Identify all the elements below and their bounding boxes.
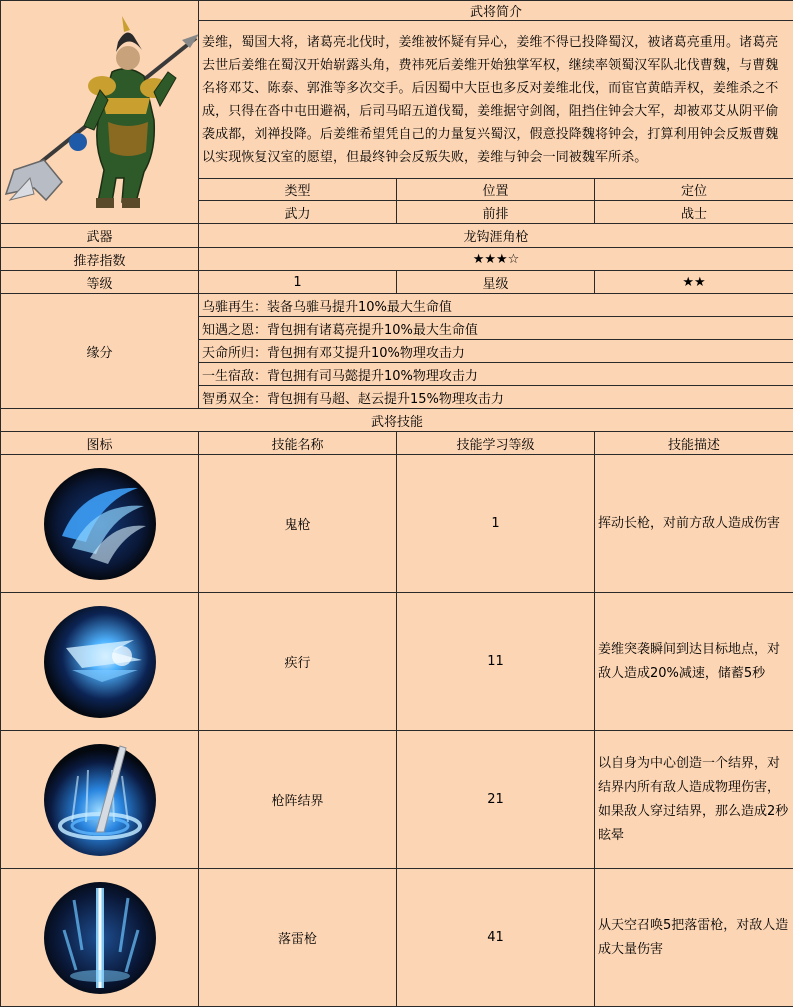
attr-value-type: 武力 [199, 201, 397, 224]
skill-name: 鬼枪 [199, 455, 397, 593]
hero-portrait-cell [1, 1, 199, 224]
attr-value-position: 前排 [397, 201, 595, 224]
skill-desc: 挥动长枪，对前方敌人造成伤害 [595, 455, 793, 593]
skills-title: 武将技能 [1, 409, 793, 432]
spear-ring-icon [42, 742, 158, 858]
skill-desc: 从天空召唤5把落雷枪，对敌人造成大量伤害 [595, 869, 793, 1007]
fate-item: 智勇双全：背包拥有马超、赵云提升15%物理攻击力 [199, 386, 793, 409]
level-label: 等级 [1, 271, 199, 294]
skill-row [1, 455, 793, 593]
weapon-label: 武器 [1, 224, 199, 248]
attr-header-role: 定位 [595, 179, 793, 201]
thunder-spear-icon [42, 880, 158, 996]
intro-title: 武将简介 [199, 1, 793, 21]
fate-item: 一生宿敌：背包拥有司马懿提升10%物理攻击力 [199, 363, 793, 386]
recommend-stars: ★★★☆ [199, 248, 793, 271]
skill-header-name: 技能名称 [199, 432, 397, 455]
dash-burst-icon [42, 604, 158, 720]
skill-header-level: 技能学习等级 [397, 432, 595, 455]
skill-icon-cell [1, 593, 199, 731]
fate-item: 乌骓再生：装备乌骓马提升10%最大生命值 [199, 294, 793, 317]
skill-header-desc: 技能描述 [595, 432, 793, 455]
skill-icon-cell [1, 455, 199, 593]
weapon-value: 龙钩涯角枪 [199, 224, 793, 248]
skill-header-icon: 图标 [1, 432, 199, 455]
attr-header-position: 位置 [397, 179, 595, 201]
hero-portrait-image [4, 2, 199, 222]
skill-name: 疾行 [199, 593, 397, 731]
skill-icon-cell [1, 731, 199, 869]
fate-label: 缘分 [1, 294, 199, 409]
attr-header-type: 类型 [199, 179, 397, 201]
fate-item: 知遇之恩：背包拥有诸葛亮提升10%最大生命值 [199, 317, 793, 340]
skill-level: 21 [397, 731, 595, 869]
star-value: ★★ [595, 271, 793, 294]
intro-text: 姜维，蜀国大将，诸葛亮北伐时，姜维被怀疑有异心，姜维不得已投降蜀汉，被诸葛亮重用。诸葛亮去世后姜维在蜀汉开始崭露头角，费祎死后姜维开始独掌军权，继续率领蜀汉军队北伐曹魏，与曹魏名将邓艾、陈泰、郭淮等多次交手。后因蜀中大臣也多反对姜维北伐，而宦官黄皓弄权，姜维杀之不成，只得在沓中屯田避祸，后司马昭五道伐蜀，姜维据守剑阁，阻挡住钟会大军，却被邓艾从阴平偷袭成都，刘禅投降。后姜维希望凭自己的力量复兴蜀汉，假意投降魏将钟会，打算利用钟会反叛曹魏以实现恢复汉室的愿望，但最终钟会反叛失败，姜维与钟会一同被魏军所杀。 [199, 21, 793, 179]
skill-desc: 以自身为中心创造一个结界，对结界内所有敌人造成物理伤害，如果敌人穿过结界，那么造成2秒眩晕 [595, 731, 793, 869]
skill-row [1, 731, 793, 869]
skill-row [1, 869, 793, 1007]
skill-row [1, 593, 793, 731]
level-value: 1 [199, 271, 397, 294]
skill-name: 落雷枪 [199, 869, 397, 1007]
attr-value-role: 战士 [595, 201, 793, 224]
skill-level: 11 [397, 593, 595, 731]
swirl-slash-icon [42, 466, 158, 582]
skill-level: 41 [397, 869, 595, 1007]
skill-desc: 姜维突袭瞬间到达目标地点，对敌人造成20%减速，储蓄5秒 [595, 593, 793, 731]
fate-item: 天命所归：背包拥有邓艾提升10%物理攻击力 [199, 340, 793, 363]
skill-level: 1 [397, 455, 595, 593]
recommend-label: 推荐指数 [1, 248, 199, 271]
skill-icon-cell [1, 869, 199, 1007]
skill-name: 枪阵结界 [199, 731, 397, 869]
star-label: 星级 [397, 271, 595, 294]
